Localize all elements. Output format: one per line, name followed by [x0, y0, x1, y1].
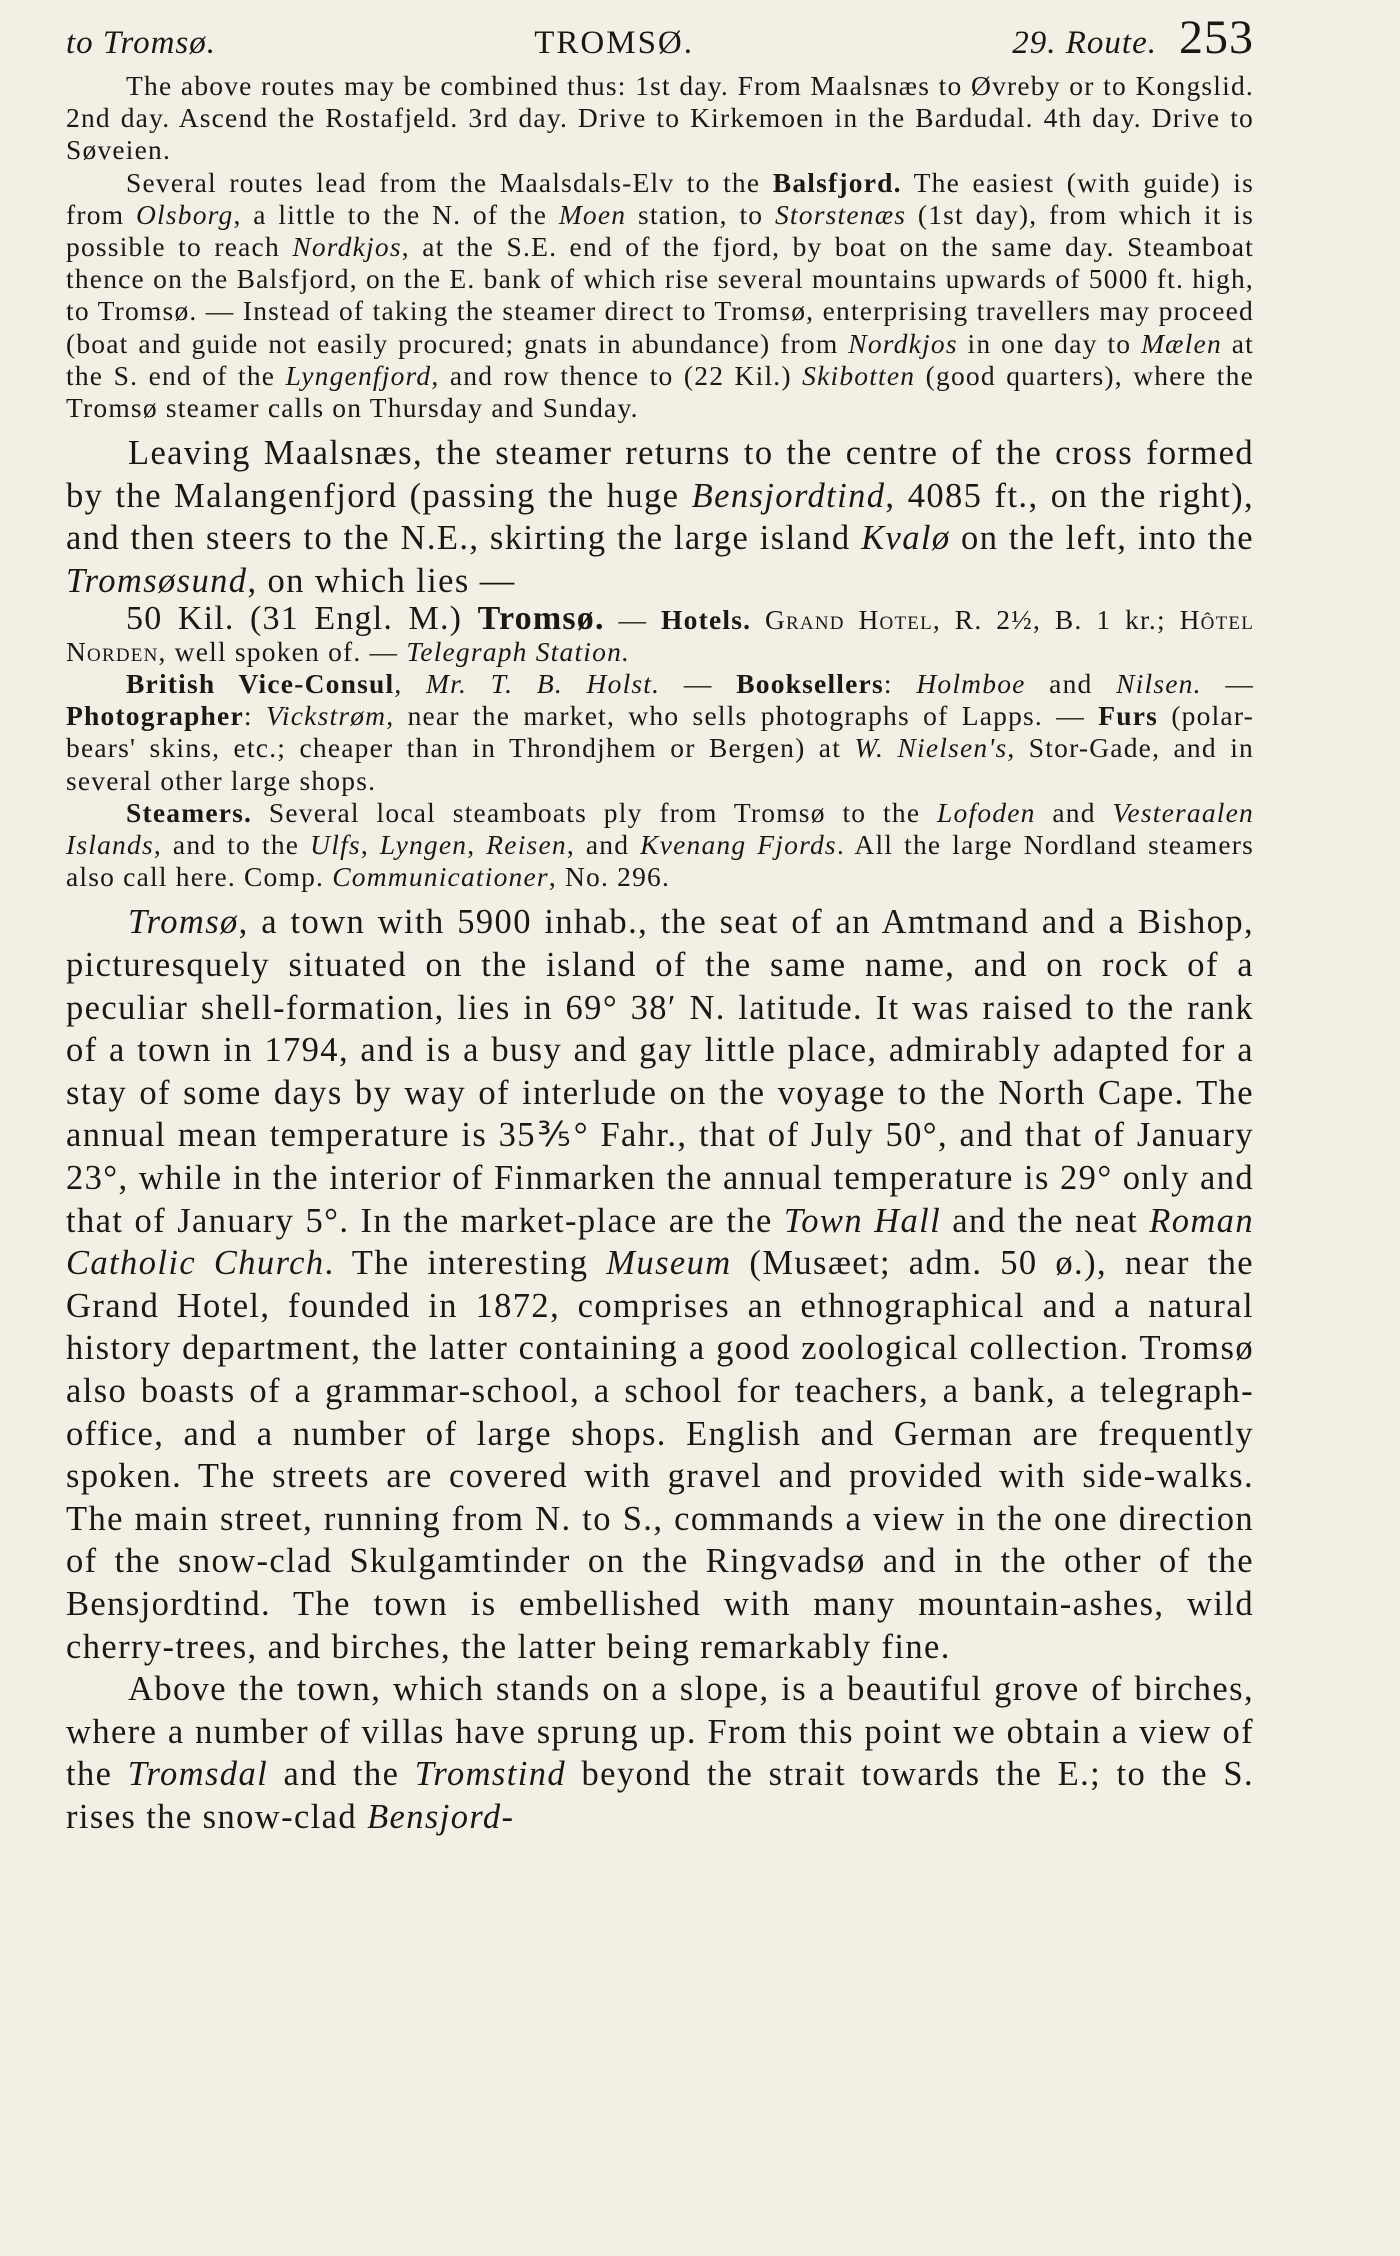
balsfjord-paragraph: Several routes lead from the Maalsdals-Elv to the Balsfjord. The easiest (with guide) is from Olsborg, a little to the N. of the Moen station, to Storstenæs (1st day), from which it is possible to reach Nordkjos, at the S.E. end of the fjord, by boat on the same day. Steamboat thence on the Balsfjord, on the E. bank of which rise several mountains upwards of 5000 ft. high, to Tromsø. — Instead of taking the steamer direct to Tromsø, enterprising travellers may proceed (boat and guide not easily procured; gnats in abundance) from Nordkjos in one day to Mælen at the S. end of the Lyngenfjord, and row thence to (22 Kil.) Skibotten (good quarters), where the Tromsø steamer calls on Thursday and Sunday. — [66, 166, 1255, 424]
header-route: 29. Route. — [1012, 25, 1157, 61]
leaving-paragraph: Leaving Maalsnæs, the steamer returns to the centre of the cross formed by the Malangenfjord (passing the huge Bensjordtind, 4085 ft., on the right), and then steers to the N.E., skirting the large island Kvalø on the left, into the Tromsøsund, on which lies — — [66, 434, 1254, 601]
header-right — [1012, 10, 1254, 65]
town-paragraph: Tromsø, a town with 5900 inhab., the seat of an Amtmand and a Bishop, picturesquely situated on the island of the same name, and on rock of a peculiar shell-formation, lies in 69° 38′ N. latitude. It was raised to the rank of a town in 1794, and is a busy and gay little place, admirably adapted for a stay of some days by way of interlude on the voyage to the North Cape. The annual mean temperature is 35⅗° Fahr., that of July 50°, and that of January 23°, while in the interior of Finmarken the annual temperature is 29° only and that of January 5°. In the market-place are the Town Hall and the neat Roman Catholic Church. The interesting Museum (Musæet; adm. 50 ø.), near the Grand Hotel, founded in 1872, comprises an ethnographical and a natural history department, the latter containing a good zoological collection. Tromsø also boasts of a grammar-school, a school for teachers, a bank, a telegraph-office, and a number of large shops. English and German are frequently spoken. The streets are covered with gravel and provided with side-walks. The main street, running from N. to S., commands a view in the one direction of the snow-clad Skulgamtinder on the Ringvadsø and in the other of the Bensjordtind. The town is embellished with many mountain-ashes, wild cherry-trees, and birches, the latter being remarkably fine. — [66, 903, 1254, 1666]
above-town-paragraph: Above the town, which stands on a slope, is a beautiful grove of birches, where a number of villas have sprung up. From this point we obtain a view of the Tromsdal and the Tromstind beyond the strait towards the E.; to the S. rises the snow-clad Bensjord- — [66, 1670, 1255, 1836]
routes-combined-paragraph: The above routes may be combined thus: 1st day. From Maalsnæs to Øvreby or to Kongslid. 2nd day. Ascend the Rostafjeld. 3rd day. Drive to Kirkemoen in the Bardudal. 4th day. Drive to Søveien. — [66, 70, 1254, 166]
consul-paragraph: British Vice-Consul, Mr. T. B. Holst. — Booksellers: Holmboe and Nilsen. — Photographer: Vickstrøm, near the market, who sells photographs of Lapps. — Furs (polar-bears' skins, etc.; cheaper than in Throndjhem or Bergen) at W. Nielsen's, Stor-Gade, and in several other large shops. — [66, 668, 1255, 796]
tromsoe-description — [66, 901, 1254, 1838]
running-header — [66, 10, 1254, 70]
header-left: to Tromsø. — [66, 25, 216, 61]
tromsoe-entry — [66, 599, 1255, 894]
small-print-routes — [66, 70, 1254, 424]
page-number: 253 — [1178, 11, 1254, 64]
steamers-paragraph: Steamers. Several local steamboats ply from Tromsø to the Lofoden and Vesteraalen Islands, and to the Ulfs, Lyngen, Reisen, and Kvenang Fjords. All the large Nordland steamers also call here. Comp. Communicationer, No. 296. — [66, 796, 1254, 893]
leaving-maalsnaes-text — [66, 432, 1254, 602]
tromsoe-entry-paragraph: 50 Kil. (31 Engl. M.) Tromsø. — Hotels. Grand Hotel, R. 2½, B. 1 kr.; Hôtel Norden, well spoken of. — Telegraph Station. — [66, 599, 1255, 667]
header-title: TROMSØ. — [534, 25, 695, 61]
